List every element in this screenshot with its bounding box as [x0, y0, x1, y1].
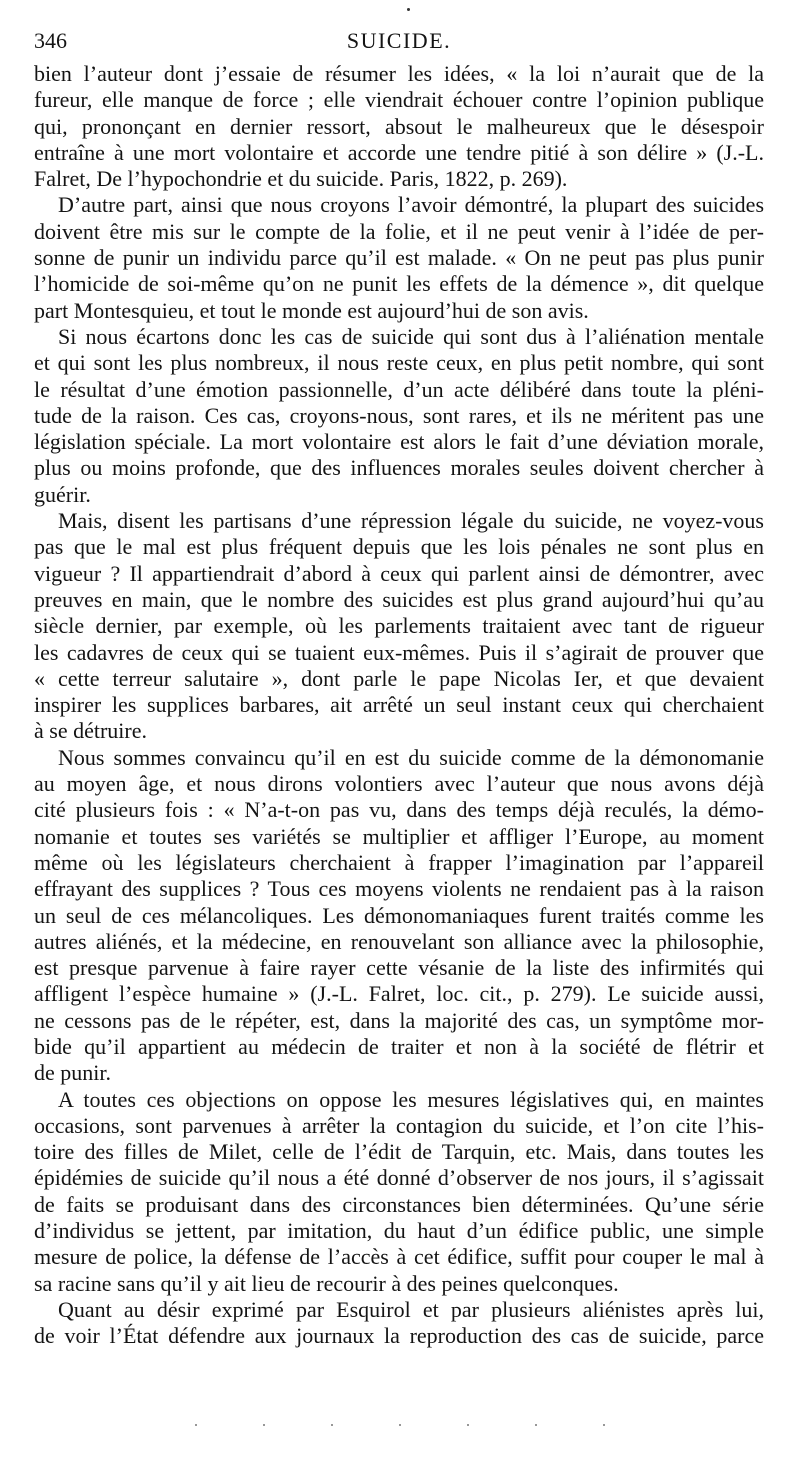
text-line: et qui sont les plus nombreux, il nous reste ceux, en plus petit nombre, qui sont	[34, 350, 764, 376]
text-line: vigueur ? Il appartiendrait d’abord à ceux qui parlent ainsi de démontrer, avec	[34, 560, 764, 586]
ink-dot	[263, 1424, 265, 1426]
text-line: même où les législateurs cherchaient à frapper l’imagination par l’appareil	[34, 849, 764, 875]
text-line: sa racine sans qu’il y ait lieu de recourir à des peines quelconques.	[34, 1270, 619, 1296]
text-line: au moyen âge, et nous dirons volontiers avec l’auteur que nous avons déjà	[34, 771, 764, 797]
text-line: d’individus se jettent, par imitation, du haut d’un édifice public, une simple	[34, 1218, 764, 1244]
text-line: tude de la raison. Ces cas, croyons-nous, sont rares, et ils ne méritent pas une	[34, 402, 764, 428]
text-line: de voir l’État défendre aux journaux la reproduction des cas de suicide, parce	[34, 1323, 764, 1349]
text-line: D’autre part, ainsi que nous croyons l’avoir démontré, la plupart des suicides	[58, 192, 764, 218]
text-line: Si nous écartons donc les cas de suicide qui sont dus à l’aliénation mentale	[58, 323, 764, 349]
text-line: preuves en main, que le nombre des suicides est plus grand aujourd’hui qu’au	[34, 586, 764, 612]
text-line: de punir.	[34, 1060, 111, 1086]
text-line: « cette terreur salutaire », dont parle le pape Nicolas Ier, et que devaient	[34, 665, 764, 691]
text-line: autres aliénés, et la médecine, en renouvelant son alliance avec la philosophie,	[34, 928, 764, 954]
text-line: pas que le mal est plus fréquent depuis que les lois pénales ne sont plus en	[34, 534, 764, 560]
ink-dot	[399, 1424, 401, 1426]
ink-dot	[535, 1424, 537, 1426]
text-line: qui, prononçant en dernier ressort, absout le malheureux que le désespoir	[34, 113, 764, 139]
running-title: SUICIDE.	[346, 28, 452, 53]
ink-speck	[407, 8, 410, 11]
text-line: inspirer les supplices barbares, ait arrêté un seul instant ceux qui cherchaient	[34, 692, 764, 718]
footer-ink-dots	[195, 1424, 605, 1428]
page-header	[34, 26, 764, 56]
text-line: épidémies de suicide qu’il nous a été donné d’observer de nos jours, il s’agissait	[34, 1165, 764, 1191]
text-line: part Montesquieu, et tout le monde est aujourd’hui de son avis.	[34, 297, 589, 323]
text-line: sonne de punir un individu parce qu’il est malade. « On ne peut pas plus punir	[34, 245, 764, 271]
text-line: toire des filles de Milet, celle de l’édit de Tarquin, etc. Mais, dans toutes les	[34, 1139, 764, 1165]
ink-dot	[467, 1424, 469, 1426]
ink-dot	[195, 1424, 197, 1426]
text-line: Falret, De l’hypochondrie et du suicide. Paris, 1822, p. 269).	[34, 166, 568, 192]
text-line: est presque parvenue à faire rayer cette vésanie de la liste des infirmités qui	[34, 955, 764, 981]
text-line: l’homicide de soi-même qu’on ne punit les effets de la démence », dit quelque	[34, 271, 764, 297]
ink-dot	[331, 1424, 333, 1426]
text-line: siècle dernier, par exemple, où les parlements traitaient avec tant de rigueur	[34, 613, 764, 639]
text-line: de faits se produisant dans des circonstances bien déterminées. Qu’une série	[34, 1191, 764, 1217]
text-line: Mais, disent les partisans d’une répression légale du suicide, ne voyez-vous	[58, 508, 764, 534]
text-line: A toutes ces objections on oppose les mesures législatives qui, en maintes	[58, 1086, 764, 1112]
page-number: 346	[34, 28, 67, 53]
body-text	[34, 61, 764, 1350]
text-line: guérir.	[34, 481, 91, 507]
text-line: législation spéciale. La mort volontaire est alors le fait d’une déviation morale,	[34, 429, 764, 455]
text-line: nomanie et toutes ses variétés se multiplier et affliger l’Europe, au moment	[34, 823, 764, 849]
text-line: Nous sommes convaincu qu’il en est du suicide comme de la démonomanie	[58, 744, 764, 770]
text-line: cité plusieurs fois : « N’a-t-on pas vu, dans des temps déjà reculés, la démo-	[34, 797, 764, 823]
text-line: doivent être mis sur le compte de la folie, et il ne peut venir à l’idée de per-	[34, 218, 764, 244]
text-line: plus ou moins profonde, que des influences morales seules doivent chercher à	[34, 455, 764, 481]
text-line: Quant au désir exprimé par Esquirol et par plusieurs aliénistes après lui,	[58, 1296, 764, 1322]
text-line: les cadavres de ceux qui se tuaient eux-mêmes. Puis il s’agirait de prouver que	[34, 639, 764, 665]
text-line: ne cessons pas de le répéter, est, dans la majorité des cas, un symptôme mor-	[34, 1007, 764, 1033]
text-line: bide qu’il appartient au médecin de traiter et non à la société de flétrir et	[34, 1033, 764, 1059]
text-line: à se détruire.	[34, 718, 147, 744]
text-line: affligent l’espèce humaine » (J.-L. Falret, loc. cit., p. 279). Le suicide aussi,	[34, 981, 764, 1007]
text-line: entraîne à une mort volontaire et accorde une tendre pitié à son délire » (J.-L.	[34, 139, 764, 165]
text-line: occasions, sont parvenues à arrêter la contagion du suicide, et l’on cite l’his-	[34, 1112, 764, 1138]
ink-dot	[603, 1424, 605, 1426]
text-line: un seul de ces mélancoliques. Les démonomaniaques furent traités comme les	[34, 902, 764, 928]
text-line: fureur, elle manque de force ; elle viendrait échouer contre l’opinion publique	[34, 87, 764, 113]
text-line: mesure de police, la défense de l’accès à cet édifice, suffit pour couper le mal à	[34, 1244, 764, 1270]
text-line: effrayant des supplices ? Tous ces moyens violents ne rendaient pas à la raison	[34, 876, 764, 902]
text-line: bien l’auteur dont j’essaie de résumer les idées, « la loi n’aurait que de la	[34, 61, 764, 86]
text-line: le résultat d’une émotion passionnelle, d’un acte délibéré dans toute la pléni-	[34, 376, 764, 402]
